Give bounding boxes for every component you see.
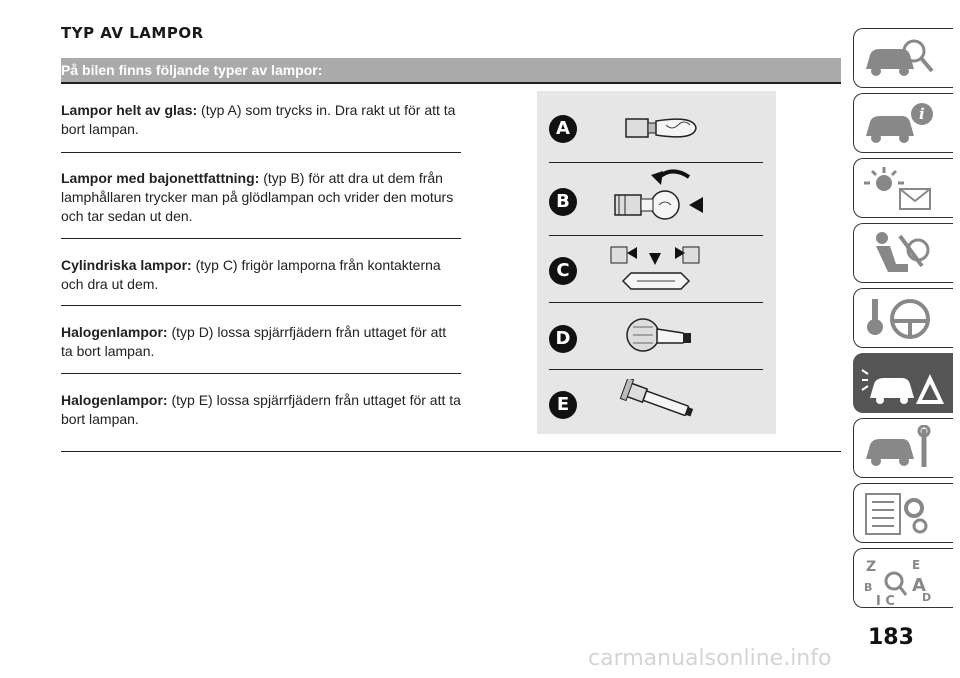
label-e-badge: E — [549, 391, 577, 419]
entry-term: Cylindriska lampor: — [61, 257, 192, 273]
label-a-badge: A — [549, 115, 577, 143]
entry-term: Lampor med bajonettfattning: — [61, 170, 260, 186]
svg-text:Z: Z — [866, 559, 877, 575]
watermark: carmanualsonline.info — [588, 646, 832, 671]
tab-safety[interactable] — [853, 223, 953, 283]
entry-text: (typ A) som trycks in. Dra rakt ut för att ta bort lampan. — [61, 102, 456, 137]
entry-type-e — [61, 391, 461, 429]
entry-type-d — [61, 323, 461, 361]
halogen-h4-bulb-icon — [621, 313, 701, 363]
entry-type-c — [61, 256, 461, 294]
tab-emergency[interactable] — [853, 353, 953, 413]
alphabet-index-icon — [860, 555, 940, 607]
svg-text:B: B — [864, 581, 873, 594]
figure-divider — [549, 235, 763, 236]
page-number: 183 — [868, 625, 914, 650]
warning-light-envelope-icon — [860, 165, 940, 211]
entry-term: Halogenlampor: — [61, 392, 168, 408]
label-c-badge: C — [549, 257, 577, 285]
checklist-gear-icon — [860, 490, 940, 536]
divider — [61, 238, 461, 239]
entry-text: (typ D) lossa spjärrfjädern från uttaget för att ta bort lampan. — [61, 324, 447, 359]
cylindrical-festoon-bulb-icon — [607, 243, 707, 293]
svg-text:A: A — [912, 575, 926, 596]
seat-airbag-icon — [860, 230, 940, 276]
tab-warning-lights[interactable] — [853, 158, 953, 218]
key-steering-wheel-icon — [860, 295, 940, 341]
tab-car-info[interactable] — [853, 93, 953, 153]
car-info-icon — [860, 100, 940, 146]
car-wrench-icon — [860, 425, 940, 471]
bottom-divider — [61, 451, 841, 452]
label-d-badge: D — [549, 325, 577, 353]
section-title: TYP AV LAMPOR — [61, 24, 204, 42]
divider — [61, 152, 461, 153]
entry-type-b — [61, 169, 461, 226]
svg-text:I C: I C — [876, 594, 895, 607]
entry-term: Lampor helt av glas: — [61, 102, 198, 118]
bayonet-bulb-icon — [609, 167, 709, 225]
figure-divider — [549, 162, 763, 163]
tab-index[interactable] — [853, 548, 953, 608]
tab-technical-data[interactable] — [853, 483, 953, 543]
halogen-h7-bulb-icon — [619, 379, 705, 429]
entry-text: (typ E) lossa spjärrfjädern från uttaget för att ta bort lampan. — [61, 392, 461, 427]
figure-divider — [549, 302, 763, 303]
label-b-badge: B — [549, 188, 577, 216]
svg-text:E: E — [912, 558, 921, 572]
tab-car-magnifier[interactable] — [853, 28, 953, 88]
section-banner — [61, 58, 841, 84]
entry-text: (typ C) frigör lamporna från kontakterna och dra ut dem. — [61, 257, 441, 292]
divider — [61, 373, 461, 374]
entry-term: Halogenlampor: — [61, 324, 168, 340]
entry-text: (typ B) för att dra ut dem från lamphållaren trycker man på glödlampan och vrider den moturs och tar sedan ut den. — [61, 170, 454, 224]
banner-text: På bilen finns följande typer av lampor: — [61, 62, 323, 78]
svg-text:i: i — [919, 105, 925, 123]
lamp-types-figure — [537, 91, 776, 434]
divider — [61, 305, 461, 306]
tab-start-driving[interactable] — [853, 288, 953, 348]
glass-wedge-bulb-icon — [622, 109, 702, 149]
figure-divider — [549, 369, 763, 370]
car-magnifier-icon — [860, 35, 940, 81]
svg-text:D: D — [922, 591, 932, 604]
tab-maintenance[interactable] — [853, 418, 953, 478]
car-emergency-triangle-icon — [860, 360, 946, 410]
entry-type-a — [61, 101, 461, 139]
